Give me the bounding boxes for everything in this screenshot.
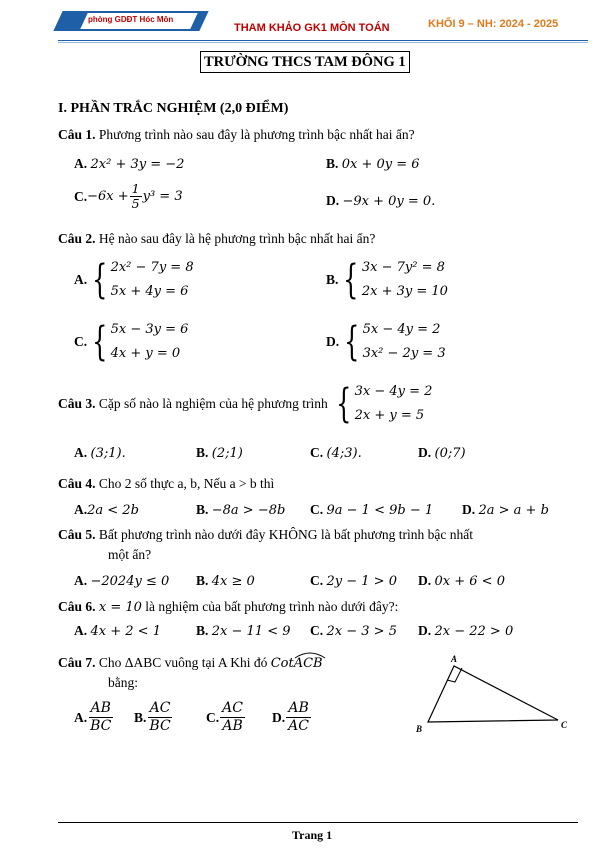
equation-system: { 3x − 4y = 2 2x + y = 5 xyxy=(336,381,433,427)
q5-option-a[interactable] xyxy=(74,572,169,591)
equation: 3x − 4y = 2 xyxy=(354,384,433,399)
q7-option-d[interactable] xyxy=(272,700,312,735)
q6-option-a[interactable] xyxy=(74,622,161,641)
numerator: AB xyxy=(90,700,111,716)
question-label: Câu 3. xyxy=(58,396,96,411)
q4-option-c[interactable] xyxy=(310,501,433,520)
question-text: Phương trình nào sau đây là phương trình bậc nhất hai ẩn? xyxy=(98,127,415,142)
school-name: TRƯỜNG THCS TAM ĐÔNG 1 xyxy=(200,51,410,73)
option-letter: A. xyxy=(74,709,88,725)
option-expr: 4x ≥ 0 xyxy=(211,574,255,589)
q5-option-d[interactable] xyxy=(418,572,505,591)
option-letter: B. xyxy=(196,502,209,517)
option-expr: −8a > −8b xyxy=(211,503,286,518)
option-letter: C. xyxy=(310,502,324,517)
equation-system: { 5x − 3y = 6 4x + y = 0 xyxy=(92,319,189,365)
q7-option-c[interactable] xyxy=(206,700,246,735)
question-2 xyxy=(58,230,375,248)
vertex-a-label: A xyxy=(451,654,458,664)
fraction xyxy=(147,700,172,735)
q4-option-b[interactable] xyxy=(196,501,285,520)
question-text: Cho ΔABC vuông tại A Khi đó xyxy=(98,655,268,670)
equation: 5x + 4y = 6 xyxy=(110,284,189,299)
denominator: AC xyxy=(288,718,309,734)
option-letter: B. xyxy=(196,623,209,638)
q2-option-a[interactable] xyxy=(74,256,194,304)
option-expr: 2x² + 3y = −2 xyxy=(90,157,185,172)
numerator: AC xyxy=(149,700,171,716)
option-letter: C. xyxy=(206,709,220,725)
equation-system: { 3x − 7y² = 8 2x + 3y = 10 xyxy=(343,257,448,303)
option-letter: A. xyxy=(74,623,88,638)
question-5 xyxy=(58,526,473,544)
option-letter: A. xyxy=(74,573,88,588)
option-letter: C. xyxy=(310,573,324,588)
question-7-continued: bằng: xyxy=(108,675,138,690)
footer-divider xyxy=(58,822,578,823)
denominator: 5 xyxy=(131,196,140,211)
exam-title: THAM KHẢO GK1 MÔN TOÁN xyxy=(234,22,390,34)
q3-option-a[interactable] xyxy=(74,444,126,463)
triangle-figure xyxy=(410,652,570,742)
question-1 xyxy=(58,126,415,144)
question-value: x = 10 xyxy=(98,600,142,615)
option-letter: C. xyxy=(74,188,88,204)
fraction xyxy=(286,700,311,735)
option-expr: 2x − 22 > 0 xyxy=(434,624,514,639)
question-7 xyxy=(58,654,323,673)
q6-option-d[interactable] xyxy=(418,622,513,641)
fraction xyxy=(88,700,113,735)
equation-system: { 5x − 4y = 2 3x² − 2y = 3 xyxy=(344,319,446,365)
q7-option-b[interactable] xyxy=(134,700,174,735)
question-label: Câu 1. xyxy=(58,127,96,142)
q1-option-b[interactable] xyxy=(326,155,420,174)
equation: 2x + 3y = 10 xyxy=(361,284,448,299)
question-label: Câu 2. xyxy=(58,231,96,246)
equation: 5x − 3y = 6 xyxy=(110,322,189,337)
equation: 3x − 7y² = 8 xyxy=(361,260,445,275)
page-number: Trang 1 xyxy=(292,828,333,842)
grade-year-label: KHỐI 9 – NH: 2024 - 2025 xyxy=(428,18,559,30)
section-title: I. PHẦN TRẮC NGHIỆM (2,0 ĐIỂM) xyxy=(58,101,289,116)
option-letter: A. xyxy=(74,272,88,287)
numerator: 1 xyxy=(131,181,140,196)
option-letter: D. xyxy=(418,445,432,460)
question-text: Cặp số nào là nghiệm của hệ phương trình xyxy=(98,396,328,411)
question-3 xyxy=(58,380,432,428)
question-text: Bất phương trình nào dưới đây KHÔNG là bất phương trình bậc nhất xyxy=(98,527,473,542)
equation-system: { 2x² − 7y = 8 5x + 4y = 6 xyxy=(92,257,194,303)
exam-title-banner xyxy=(224,14,424,36)
option-letter: D. xyxy=(418,623,432,638)
option-expr: −2024y ≤ 0 xyxy=(90,574,170,589)
department-banner xyxy=(58,9,208,33)
option-expr: −6x + xyxy=(87,188,129,204)
equation: 2x² − 7y = 8 xyxy=(110,260,194,275)
q5-option-b[interactable] xyxy=(196,572,255,591)
option-letter: D. xyxy=(326,334,340,349)
option-expr: 4x + 2 < 1 xyxy=(90,624,161,639)
numerator: AB xyxy=(288,700,309,716)
fraction xyxy=(220,700,245,735)
q3-option-b[interactable] xyxy=(196,444,243,463)
option-expr: 0x + 6 < 0 xyxy=(434,574,505,589)
option-letter: B. xyxy=(196,573,209,588)
option-letter: D. xyxy=(326,193,340,208)
question-text: Cho 2 số thực a, b, Nếu a > b thì xyxy=(98,476,275,491)
question-text: là nghiệm của bất phương trình nào dưới đây?: xyxy=(141,599,399,614)
denominator: AB xyxy=(222,718,243,734)
q3-option-c[interactable] xyxy=(310,444,362,463)
option-expr: 0x + 0y = 6 xyxy=(341,157,420,172)
question-label: Câu 7. xyxy=(58,655,96,670)
option-expr: (3;1). xyxy=(90,446,126,461)
department-label: phòng GDĐT Hóc Môn xyxy=(88,15,174,24)
option-letter: C. xyxy=(310,445,324,460)
option-letter: B. xyxy=(326,272,339,287)
question-6 xyxy=(58,598,398,617)
cot-label: Cot xyxy=(270,656,294,671)
q1-option-c[interactable] xyxy=(74,182,183,211)
option-letter: A. xyxy=(74,445,88,460)
q2-option-b[interactable] xyxy=(326,256,448,304)
option-expr: 2a < 2b xyxy=(87,503,139,518)
angle-hat-icon xyxy=(294,651,326,659)
q1-option-a[interactable] xyxy=(74,155,184,174)
option-expr: 2x − 3 > 5 xyxy=(326,624,397,639)
option-letter: B. xyxy=(326,156,339,171)
q6-option-b[interactable] xyxy=(196,622,291,641)
q1-option-d[interactable] xyxy=(326,192,435,211)
angle-label xyxy=(294,655,323,673)
question-4 xyxy=(58,475,274,493)
q2-option-d[interactable] xyxy=(326,318,446,366)
option-letter: C. xyxy=(74,334,88,349)
denominator: BC xyxy=(149,718,171,734)
q7-option-a[interactable] xyxy=(74,700,114,735)
question-5-continued: một ẩn? xyxy=(108,547,152,562)
option-letter: D. xyxy=(462,502,476,517)
option-expr: 2x − 11 < 9 xyxy=(211,624,291,639)
option-expr: 2y − 1 > 0 xyxy=(326,574,397,589)
fraction xyxy=(130,182,142,211)
q6-option-c[interactable] xyxy=(310,622,397,641)
equation: 5x − 4y = 2 xyxy=(362,322,441,337)
header-divider-light xyxy=(58,42,588,43)
question-label: Câu 4. xyxy=(58,476,96,491)
option-expr: −9x + 0y = 0. xyxy=(342,194,436,209)
q5-option-c[interactable] xyxy=(310,572,397,591)
q4-option-d[interactable] xyxy=(462,501,549,520)
option-expr: y³ = 3 xyxy=(142,188,183,204)
option-letter: D. xyxy=(418,573,432,588)
angle-name: ACB xyxy=(293,656,323,671)
option-letter: B. xyxy=(196,445,209,460)
option-letter: B. xyxy=(134,709,147,725)
question-label: Câu 5. xyxy=(58,527,96,542)
option-letter: A. xyxy=(74,156,88,171)
equation: 3x² − 2y = 3 xyxy=(362,346,446,361)
q2-option-c[interactable] xyxy=(74,318,188,366)
question-text: Hệ nào sau đây là hệ phương trình bậc nhất hai ẩn? xyxy=(98,231,376,246)
denominator: BC xyxy=(90,718,112,734)
vertex-c-label: C xyxy=(561,720,568,730)
option-expr: (2;1) xyxy=(211,446,243,461)
vertex-b-label: B xyxy=(416,724,423,734)
equation: 2x + y = 5 xyxy=(354,408,425,423)
question-label: Câu 6. xyxy=(58,599,96,614)
q3-option-d[interactable] xyxy=(418,444,466,463)
triangle-abc xyxy=(428,666,558,722)
option-expr: (0;7) xyxy=(434,446,466,461)
option-letter: D. xyxy=(272,709,286,725)
option-expr: 2a > a + b xyxy=(478,503,549,518)
option-letter: C. xyxy=(310,623,324,638)
option-letter: A. xyxy=(74,502,88,517)
equation: 4x + y = 0 xyxy=(110,346,181,361)
header-divider xyxy=(58,40,588,41)
option-expr: (4;3). xyxy=(326,446,362,461)
q4-option-a[interactable] xyxy=(74,501,139,520)
option-expr: 9a − 1 < 9b − 1 xyxy=(326,503,434,518)
numerator: AC xyxy=(222,700,243,716)
